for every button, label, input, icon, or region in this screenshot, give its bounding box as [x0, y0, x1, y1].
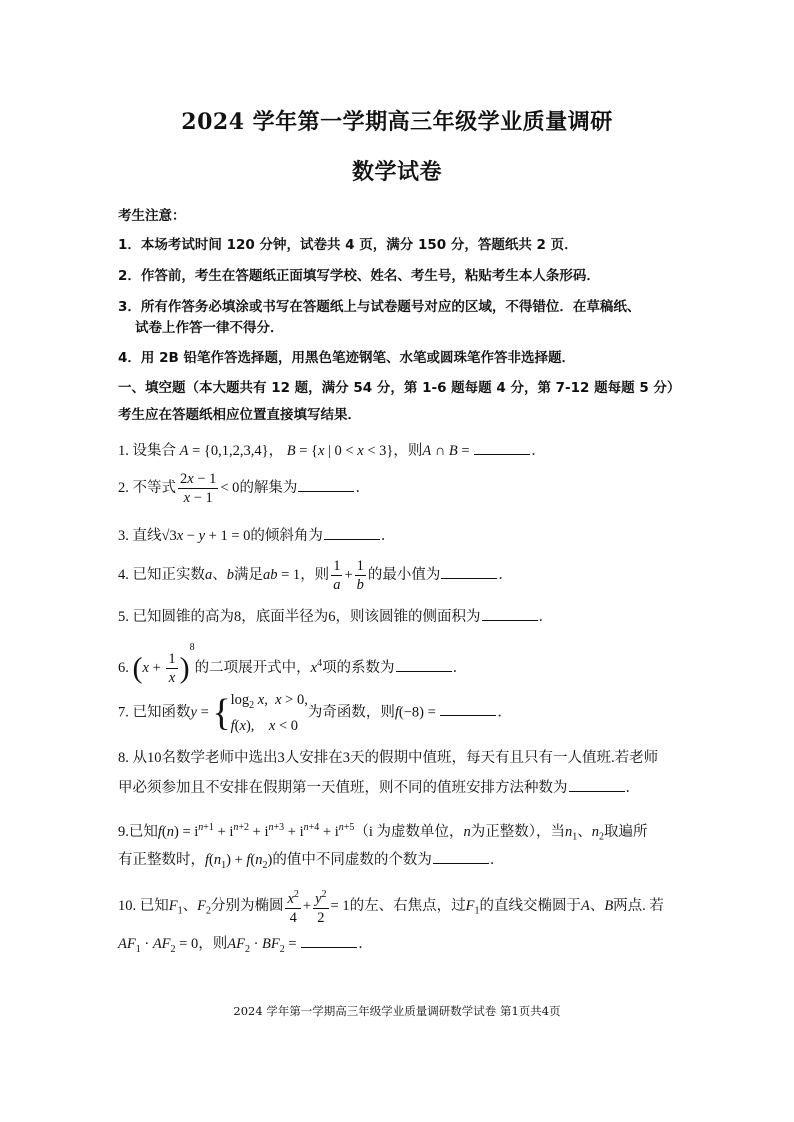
answer-blank[interactable] [433, 851, 489, 864]
answer-blank[interactable] [569, 779, 625, 792]
answer-blank[interactable] [482, 608, 538, 621]
notice-item-4: 4．用 2B 铅笔作答选择题，用黑色笔迹钢笔、水笔或圆珠笔作答非选择题． [118, 350, 575, 366]
answer-blank[interactable] [474, 442, 530, 455]
section-title: 一、填空题（本大题共有 12 题，满分 54 分，第 1-6 题每题 4 分，第 7-12 题每题 5 分） [118, 380, 681, 396]
question-6: 6. (x + $\frac{1}{x}$ )$^8$的二项展开式中，$x^4$项的系数为 ． [118, 642, 468, 687]
answer-blank[interactable] [301, 935, 357, 948]
answer-blank[interactable] [396, 659, 452, 672]
question-10-cont: $AF_1 \cdot AF_2 = 0$，则$AF_2 \cdot BF_2$ = ． [118, 936, 373, 955]
question-8-cont: 甲必须参加且不安排在假期第一天值班，则不同的值班安排方法种数为 ． [118, 780, 640, 796]
question-2: 2. 不等式 $\frac{2x - 1}{x - 1}$ < 0的解集为 ． [118, 471, 370, 506]
question-10: 10. 已知$F_1$、$F_2$分别为椭圆 $\frac{x^2}{4}$ + $\frac{y^2}{2}$ = 1的左、右焦点，过$F_1$的直线交椭圆于A、B两点. 若 [118, 886, 724, 927]
question-8: 8. 从10名数学老师中选出3人安排在3天的假期中值班，每天有且只有一人值班.若老师 [118, 750, 659, 766]
notice-item-2: 2．作答前，考生在答题纸正面填写学校、姓名、考生号，粘贴考生本人条形码． [118, 268, 600, 284]
page-footer: 2024 学年第一学期高三年级学业质量调研数学试卷 第1页共4页 [233, 1004, 561, 1018]
fraction: $\frac{2x - 1}{x - 1}$ [180, 471, 217, 506]
question-3: 3. 直线√3x − y + 1 = 0的倾斜角为 ． [118, 528, 396, 544]
answer-blank[interactable] [441, 566, 497, 579]
notice-item-1: 1．本场考试时间 120 分钟，试卷共 4 页，满分 150 分，答题纸共 2 页． [118, 237, 578, 253]
question-5: 5. 已知圆锥的高为8，底面半径为6，则该圆锥的侧面积为 ． [118, 609, 553, 625]
notice-item-3-cont: 试卷上作答一律不得分． [135, 320, 284, 336]
answer-blank[interactable] [440, 703, 496, 716]
page-subtitle: 数学试卷 [351, 159, 442, 185]
section-instruction: 考生应在答题纸相应位置直接填写结果． [118, 407, 361, 423]
question-4: 4. 已知正实数a、b满足ab = 1，则 $\frac{1}{a}$ + $\frac{1}{b}$ 的最小值为 ． [118, 558, 513, 593]
answer-blank[interactable] [298, 479, 354, 492]
page-title: 2024 学年第一学期高三年级学业质量调研 [181, 109, 613, 135]
notice-item-3: 3．所有作答务必填涂或书写在答题纸上与试卷题号对应的区域，不得错位．在草稿纸、 [118, 299, 641, 315]
question-9-cont: 有正整数时，$f(n_1) + f(n_2)$的值中不同虚数的个数为 ． [118, 852, 505, 871]
notice-heading: 考生注意： [118, 208, 186, 224]
question-9: 9.已知$f(n) = i^{n+1} + i^{n+2} + i^{n+3} + i^{n+4} + i^{n+5}(i$ 为虚数单位，n为正整数），当$n_1$、$n_2$取遍所 [118, 822, 648, 843]
question-1: 1. 设集合 A = {0,1,2,3,4}， B = {x | 0 < x < 3}，则A ∩ B = ． [118, 443, 546, 459]
answer-blank[interactable] [324, 527, 380, 540]
question-7: 7. 已知函数y = { $\log_2 x$, x > 0, f(x), x < 0 为奇函数，则f(−8) = ． [118, 691, 512, 734]
